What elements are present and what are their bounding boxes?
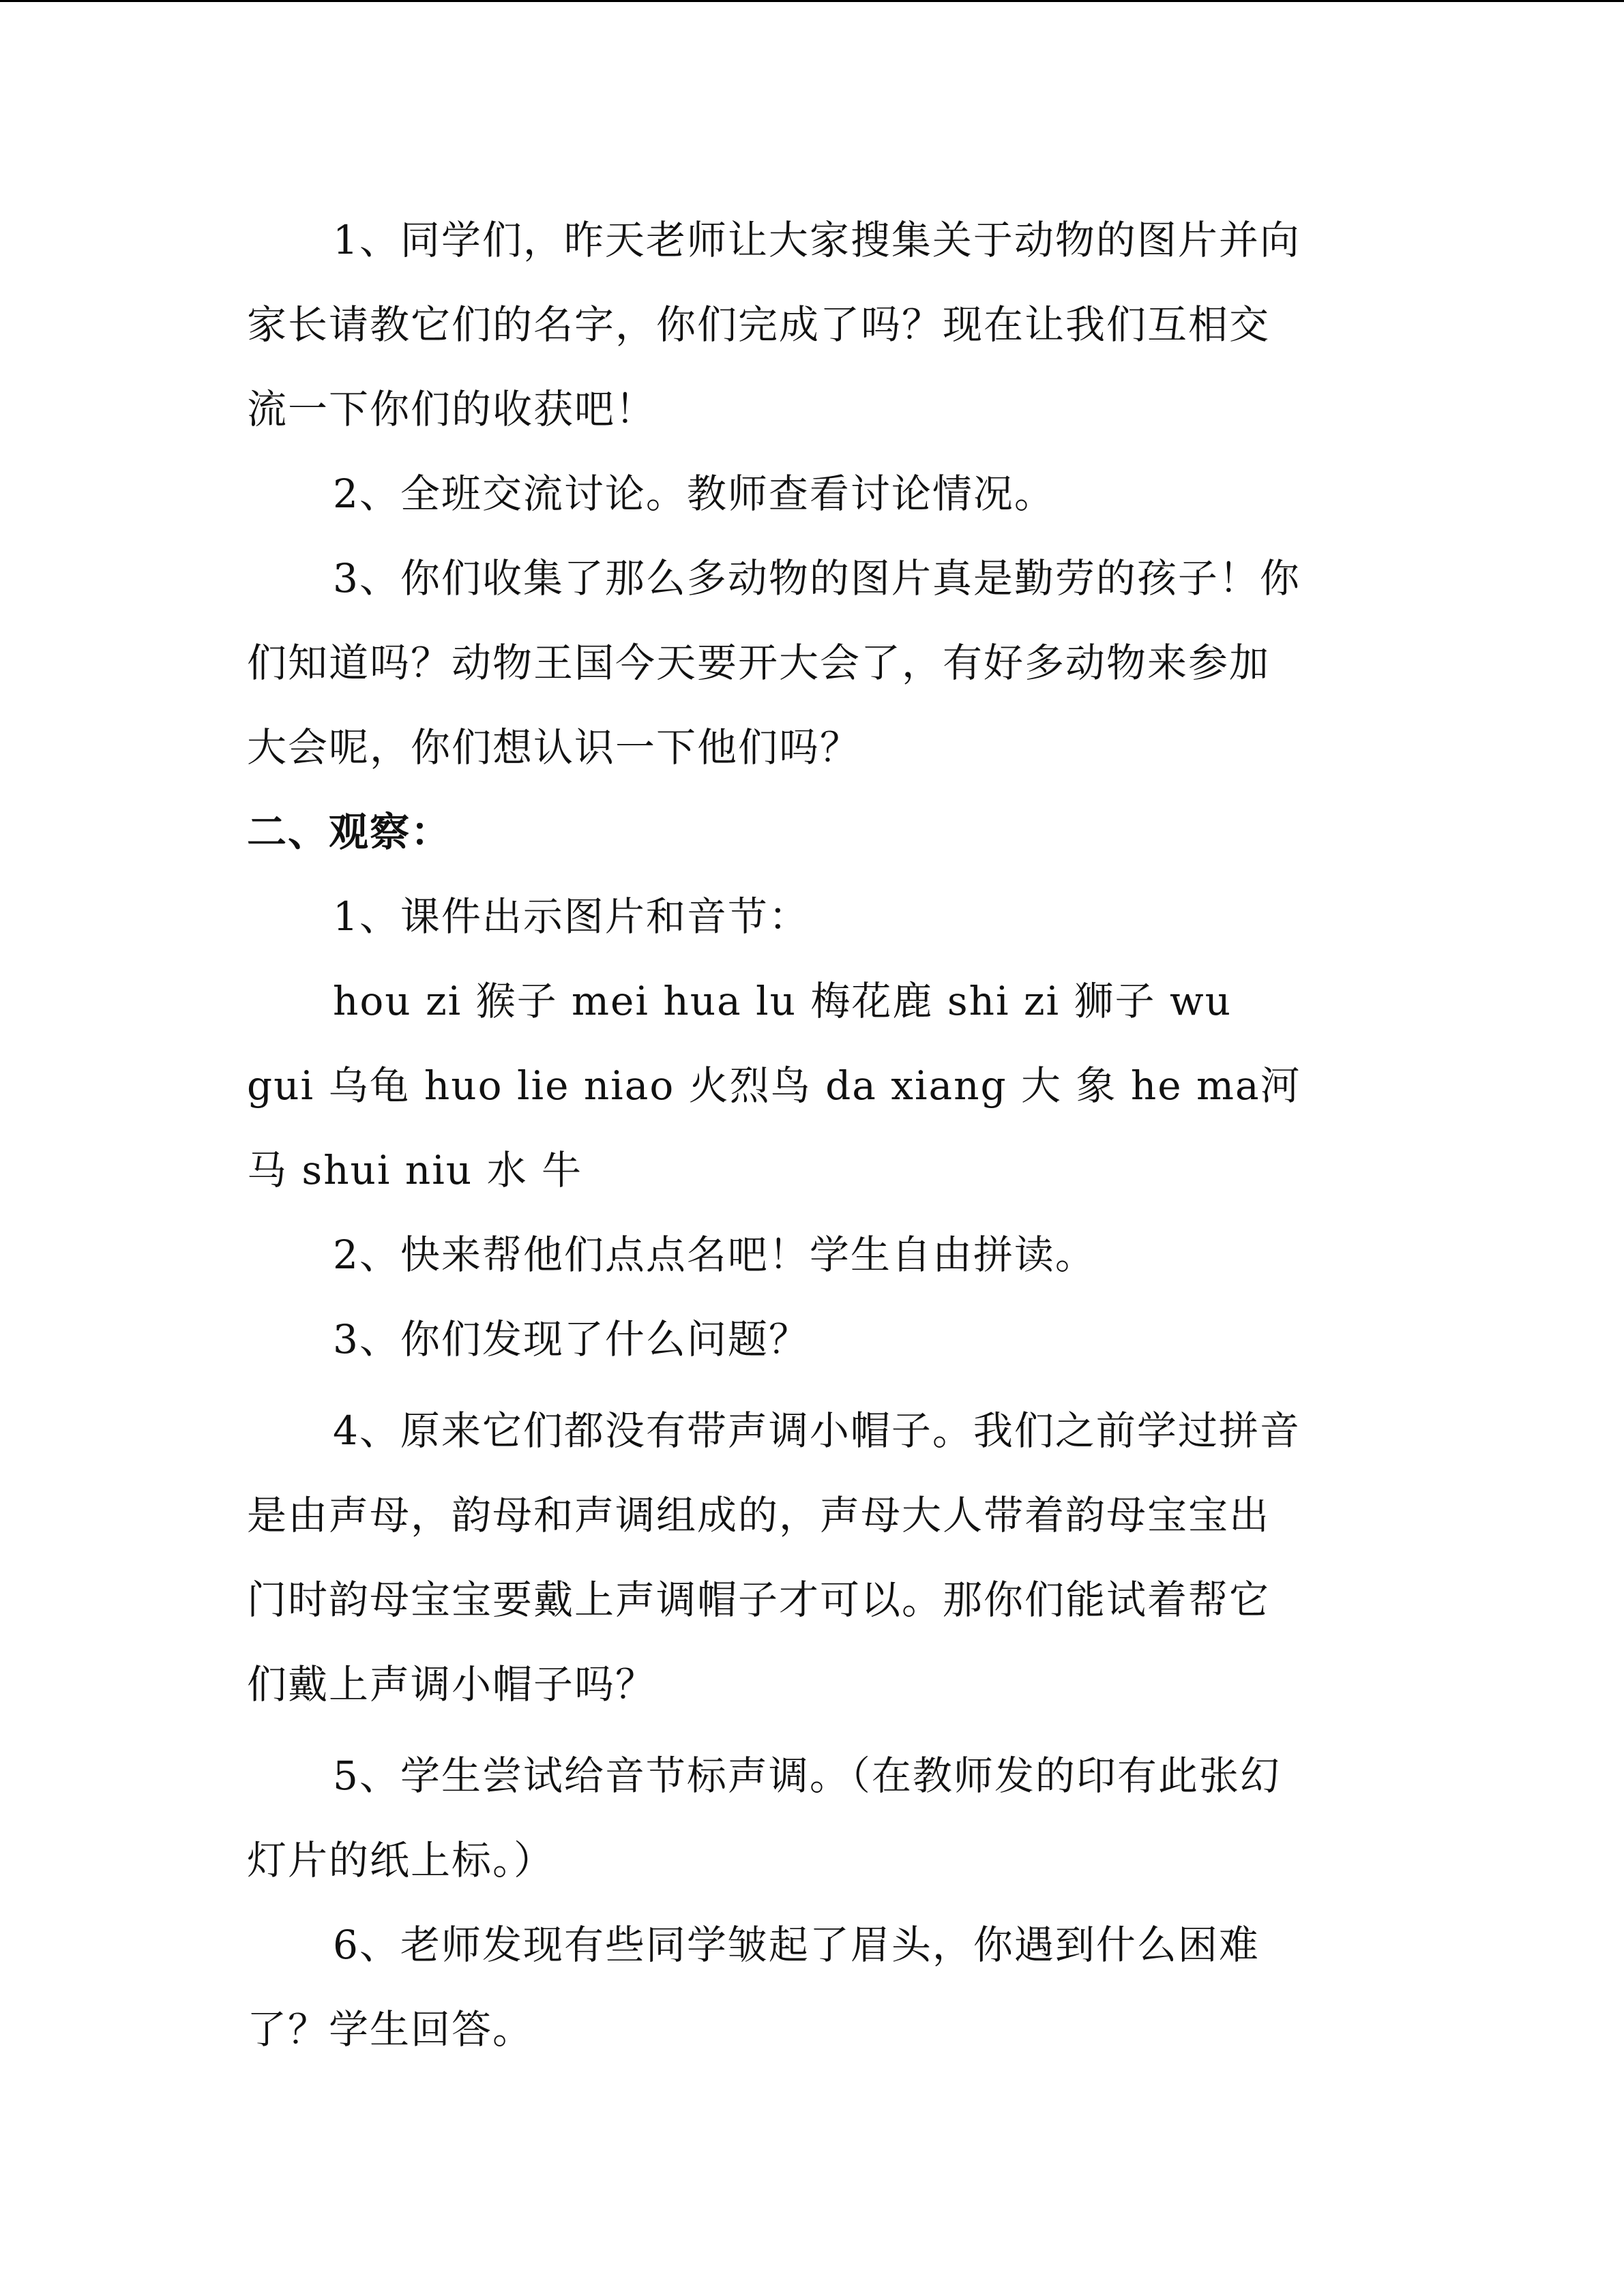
pinyin-line: hou zi 猴子 mei hua lu 梅花鹿 shi zi 狮子 wu [333, 978, 1232, 1024]
text-line: 3、你们收集了那么多动物的图片真是勤劳的孩子！你 [333, 555, 1301, 601]
text-line: 了？学生回答。 [247, 2006, 534, 2053]
text-line: 5、学生尝试给音节标声调。（在教师发的印有此张幻 [333, 1753, 1281, 1799]
pinyin-line: 马 shui niu 水 牛 [247, 1147, 583, 1193]
text-line: 4、原来它们都没有带声调小帽子。我们之前学过拼音 [333, 1407, 1301, 1454]
section-heading: 二、观察： [247, 809, 452, 855]
text-line: 大会呢，你们想认识一下他们吗？ [247, 724, 861, 771]
text-line: 2、快来帮他们点点名吧！学生自由拼读。 [333, 1232, 1096, 1278]
text-line: 灯片的纸上标。） [247, 1837, 555, 1883]
text-line: 们戴上声调小帽子吗？ [247, 1661, 657, 1708]
text-line: 门时韵母宝宝要戴上声调帽子才可以。那你们能试着帮它 [247, 1577, 1271, 1623]
text-line: 3、你们发现了什么问题？ [333, 1316, 810, 1362]
text-line: 1、同学们，昨天老师让大家搜集关于动物的图片并向 [333, 217, 1301, 263]
pinyin-line: gui 乌龟 huo lie niao 火烈鸟 da xiang 大 象 he ma河 [247, 1062, 1301, 1109]
text-line: 2、全班交流讨论。教师查看讨论情况。 [333, 471, 1055, 517]
top-border-line [0, 0, 1624, 2]
text-line: 6、老师发现有些同学皱起了眉头，你遇到什么困难 [333, 1922, 1260, 1968]
text-line: 是由声母，韵母和声调组成的，声母大人带着韵母宝宝出 [247, 1492, 1271, 1538]
text-line: 流一下你们的收获吧！ [247, 386, 657, 432]
text-line: 家长请教它们的名字，你们完成了吗？现在让我们互相交 [247, 301, 1271, 348]
text-line: 们知道吗？动物王国今天要开大会了，有好多动物来参加 [247, 640, 1271, 686]
text-line: 1、课件出示图片和音节： [333, 893, 810, 940]
